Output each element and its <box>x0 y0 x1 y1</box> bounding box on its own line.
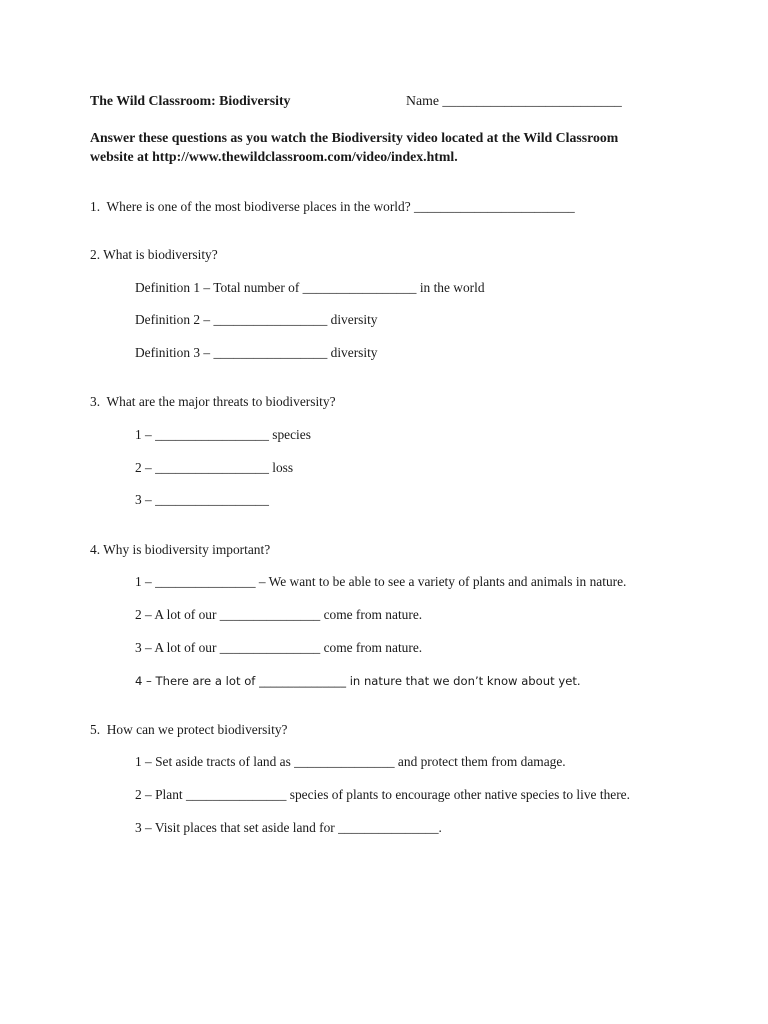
question-2-item-2: Definition 2 – _________________ diversity <box>135 312 378 327</box>
question-3-item-1: 1 – _________________ species <box>135 427 311 442</box>
question-2: 2. What is biodiversity? <box>90 247 218 262</box>
question-4-item-2: 2 – A lot of our _______________ come from nature. <box>135 607 423 622</box>
question-4-item-3: 3 – A lot of our _______________ come from nature. <box>135 640 423 655</box>
question-5-item-3: 3 – Visit places that set aside land for _______________. <box>135 820 442 835</box>
question-5-item-1: 1 – Set aside tracts of land as _______________ and protect them from damage. <box>135 754 566 769</box>
question-5-item-2: 2 – Plant _______________ species of plants to encourage other native species to live there. <box>135 787 630 802</box>
question-3-item-2: 2 – _________________ loss <box>135 460 294 475</box>
intro-line-1: Answer these questions as you watch the Biodiversity video located at the Wild Classroom <box>90 130 619 145</box>
question-3-item-3: 3 – _________________ <box>135 492 269 507</box>
question-4-item-1: 1 – _______________ – We want to be able to see a variety of plants and animals in nature. <box>135 574 627 589</box>
question-5: 5. How can we protect biodiversity? <box>90 722 288 737</box>
intro-line-2: website at http://www.thewildclassroom.com/video/index.html. <box>90 149 458 164</box>
worksheet-title: The Wild Classroom: Biodiversity <box>90 93 291 108</box>
question-4-item-4: 4 – There are a lot of _______________ in nature that we don’t know about yet. <box>135 674 581 688</box>
question-2-item-3: Definition 3 – _________________ diversity <box>135 345 378 360</box>
question-2-item-1: Definition 1 – Total number of _________________ in the world <box>135 280 485 295</box>
question-4: 4. Why is biodiversity important? <box>90 542 271 557</box>
question-1: 1. Where is one of the most biodiverse places in the world? ________________________ <box>90 199 575 214</box>
question-3: 3. What are the major threats to biodiversity? <box>90 394 336 409</box>
name-field: Name __________________________ <box>406 93 622 108</box>
